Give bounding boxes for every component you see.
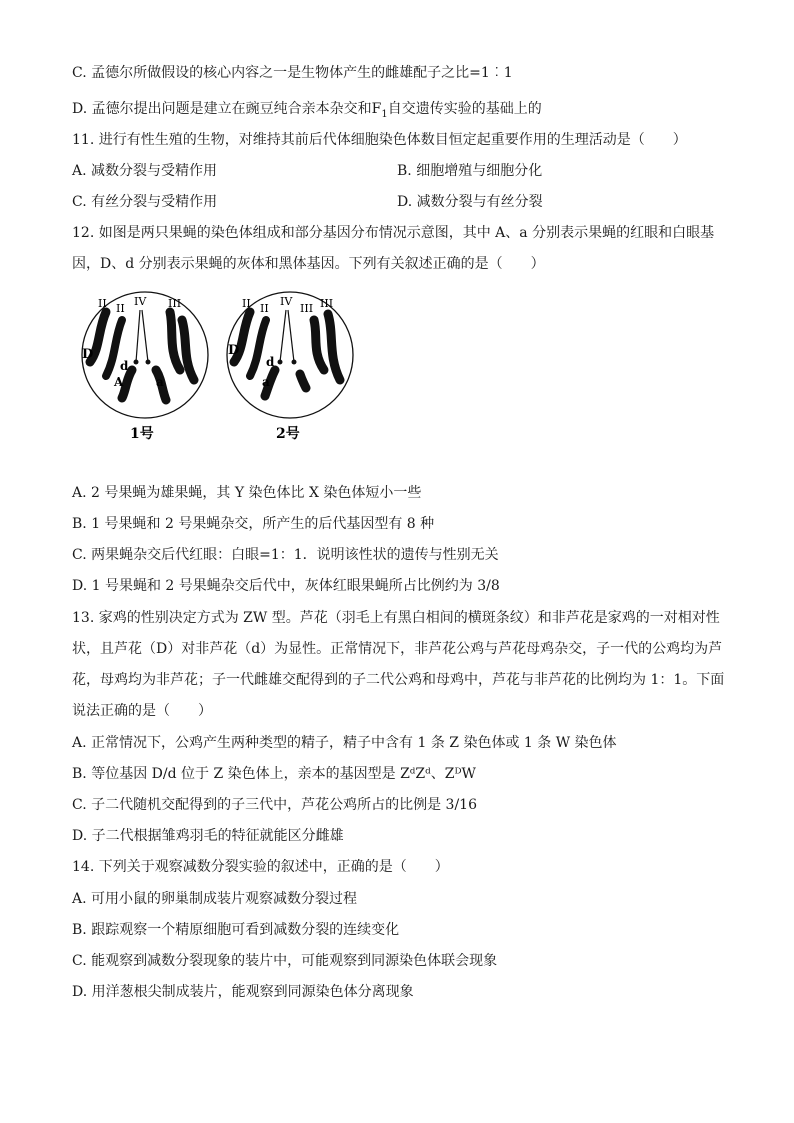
q14-option-c: C. 能观察到减数分裂现象的装片中，可能观察到同源染色体联会现象 (72, 953, 498, 969)
q13-stem-line4: 说法正确的是（ ） (72, 703, 212, 719)
q13-stem-line1: 13. 家鸡的性别决定方式为 ZW 型。芦花（羽毛上有黑白相间的横斑条纹）和非芦花是家鸡的一对相对性 (72, 610, 720, 626)
q12-option-d: D. 1 号果蝇和 2 号果蝇杂交后代中，灰体红眼果蝇所占比例约为 3/8 (72, 578, 500, 594)
q11-option-d: D. 减数分裂与有丝分裂 (397, 194, 543, 210)
q13-option-a: A. 正常情况下，公鸡产生两种类型的精子，精子中含有 1 条 Z 染色体或 1 条 W 染色体 (72, 735, 617, 751)
fly-2-gene-d-lower: d (266, 355, 275, 369)
q13-stem-line2: 状，且芦花（D）对非芦花（d）为显性。正常情况下，非芦花公鸡与芦花母鸡杂交，子一代的公鸡均为芦 (72, 641, 723, 657)
fly-2-spindle-right (288, 310, 294, 362)
q13-option-b: B. 等位基因 D/d 位于 Z 染色体上，亲本的基因型是 ZᵈZᵈ、ZᴰW (72, 766, 476, 782)
fly-1-label-chrom-iv: IV (134, 295, 147, 308)
q12-stem-line2: 因，D、d 分别表示果蝇的灰体和黑体基因。下列有关叙述正确的是（ ） (72, 256, 545, 272)
fly-1-cell (82, 292, 208, 442)
fly-2-chromosome-iv-b (292, 360, 297, 365)
q12-option-c: C. 两果蝇杂交后代红眼：白眼=1：1．说明该性状的遗传与性别无关 (72, 547, 499, 563)
fly-1-chromosome-x (122, 370, 132, 398)
fly-2-label-chrom-iii-left: III (300, 302, 314, 315)
q10-option-d (72, 100, 732, 124)
q11-option-c: C. 有丝分裂与受精作用 (72, 194, 218, 210)
q12-option-a: A. 2 号果蝇为雄果蝇，其 Y 染色体比 X 染色体短小一些 (72, 485, 422, 501)
fly-2-gene-d-upper: D (228, 343, 240, 358)
q14-stem: 14. 下列关于观察减数分裂实验的叙述中，正确的是（ ） (72, 859, 449, 875)
fly-2-label-chrom-iv: IV (280, 295, 293, 308)
q12-stem-line1: 12. 如图是两只果蝇的染色体组成和部分基因分布情况示意图，其中 A、a 分别表示果蝇的红眼和白眼基 (72, 225, 715, 241)
fly-1-chromosome-iv-a (134, 360, 139, 365)
fly-1-spindle-right (142, 310, 148, 362)
fly-2-chromosome-iv-a (278, 360, 283, 365)
q10-option-d-text-end: 自交遗传实验的基础上的 (387, 101, 542, 117)
q13-option-c: C. 子二代随机交配得到的子三代中，芦花公鸡所占的比例是 3/16 (72, 797, 478, 813)
q13-stem-line3: 花，母鸡均为非芦花；子一代雌雄交配得到的子二代公鸡和母鸡中，芦花与非芦花的比例均为 1：1。下面 (72, 672, 725, 688)
fly-2-spindle-left (280, 310, 286, 362)
fly-2-chromosome-iii-b (328, 314, 340, 380)
q11-option-b: B. 细胞增殖与细胞分化 (397, 163, 543, 179)
fly-2-label-chrom-ii-right: II (260, 302, 269, 315)
q12-option-b: B. 1 号果蝇和 2 号果蝇杂交，所产生的后代基因型有 8 种 (72, 516, 435, 532)
fly-1-caption: 1号 (130, 426, 154, 442)
fly-2-cell (227, 292, 353, 442)
fly-1-label-chrom-ii-left: II (98, 297, 107, 310)
fly-1-chromosome-iv-b (146, 360, 151, 365)
fly-2-chromosome-ii-b (250, 320, 266, 376)
q13-option-d: D. 子二代根据雏鸡羽毛的特征就能区分雌雄 (72, 828, 344, 844)
fly-2-gene-a: a (262, 375, 270, 389)
fly-1-gene-a-upper: A (114, 375, 124, 389)
fly-2-chromosome-iii-a (314, 320, 324, 370)
fly-2-label-chrom-iii-right: III (320, 297, 334, 310)
q10-option-d-subscript: 1 (381, 108, 388, 120)
fruit-fly-chromosome-figure (70, 290, 370, 445)
q14-option-d: D. 用洋葱根尖制成装片，能观察到同源染色体分离现象 (72, 984, 414, 1000)
q10-option-d-text: D. 孟德尔提出问题是建立在豌豆纯合亲本杂交和F (72, 101, 382, 117)
fly-1-spindle-left (136, 310, 140, 362)
q10-option-c: C. 孟德尔所做假设的核心内容之一是生物体产生的雌雄配子之比=1︰1 (72, 65, 513, 81)
fly-2-caption: 2号 (276, 426, 300, 442)
fly-2-label-chrom-ii-left: II (242, 297, 251, 310)
fly-2-chromosome-y (300, 374, 306, 388)
q14-option-a: A. 可用小鼠的卵巢制成装片观察减数分裂过程 (72, 891, 358, 907)
fly-1-gene-d-lower: d (120, 359, 129, 373)
fly-1-label-chrom-ii-right: II (116, 302, 125, 315)
fly-1-gene-a-lower: a (156, 375, 164, 389)
q11-option-a: A. 减数分裂与受精作用 (72, 163, 218, 179)
q14-option-b: B. 跟踪观察一个精原细胞可看到减数分裂的连续变化 (72, 922, 400, 938)
fly-1-gene-d-upper: D (82, 347, 94, 362)
fly-1-label-chrom-iii: III (168, 297, 182, 310)
q11-stem: 11. 进行有性生殖的生物，对维持其前后代体细胞染色体数目恒定起重要作用的生理活动是（ ） (72, 132, 687, 148)
